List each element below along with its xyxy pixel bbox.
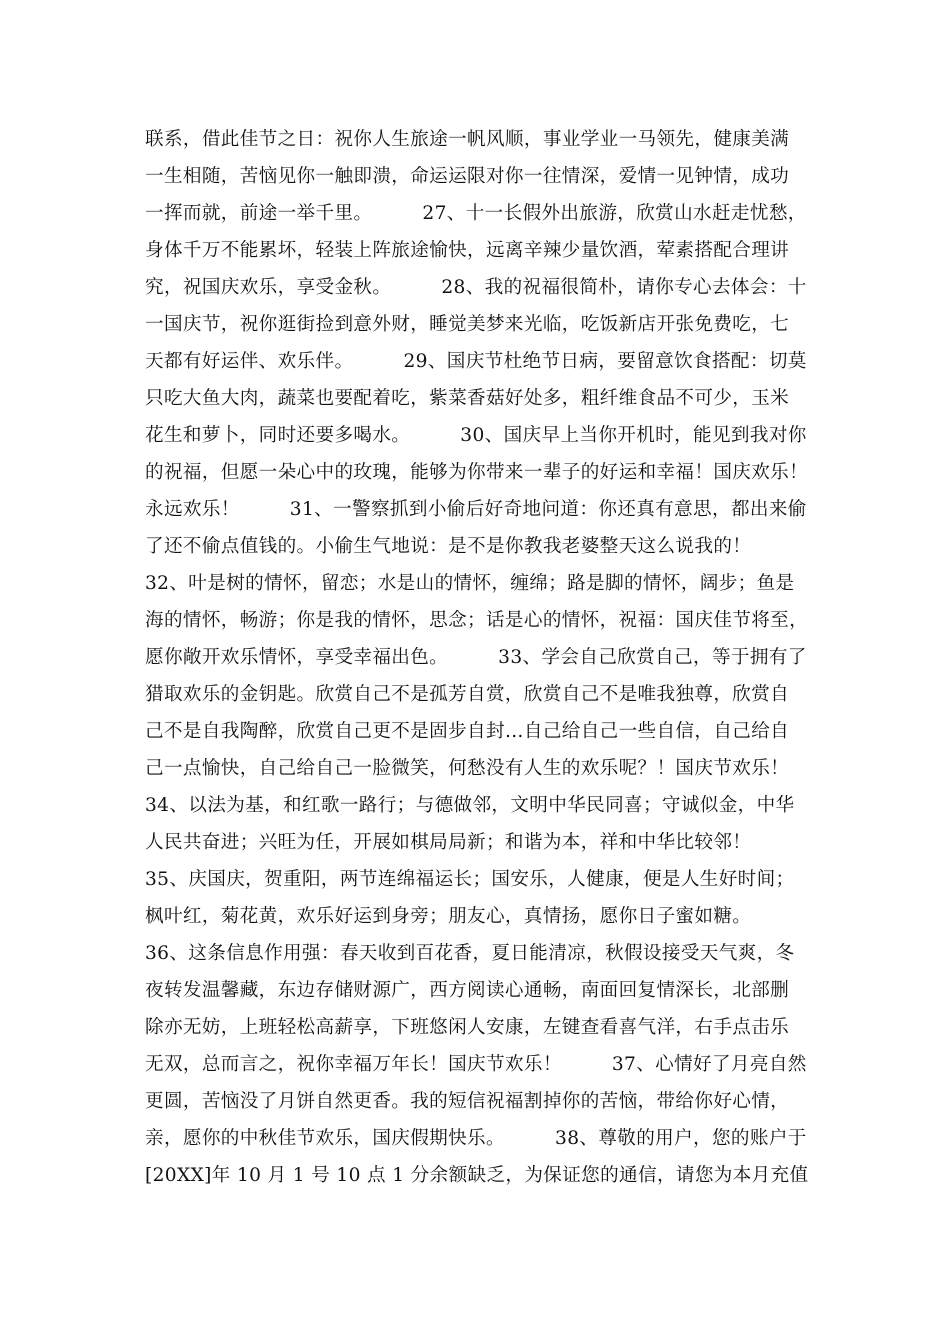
text-line: 枫叶红，菊花黄，欢乐好运到身旁；朋友心，真情扬，愿你日子蜜如糖。	[145, 906, 752, 927]
text-line: 身体千万不能累坏，轻装上阵旅途愉快，远离辛辣少量饮酒，荤素搭配合理讲	[145, 240, 790, 261]
text-line: 愿你敞开欢乐情怀，享受幸福出色。 33、学会自己欣赏自己，等于拥有了	[145, 647, 807, 668]
text-line: 只吃大鱼大肉，蔬菜也要配着吃，紫菜香菇好处多，粗纤维食品不可少，玉米	[145, 388, 790, 409]
text-line: [20XX]年 10 月 1 号 10 点 1 分余额缺乏，为保证您的通信，请您为本月充值	[145, 1165, 809, 1186]
text-line: 一生相随，苦恼见你一触即溃，命运运限对你一往情深，爱情一见钟情，成功	[145, 166, 790, 187]
text-line: 更圆，苦恼没了月饼自然更香。我的短信祝福割掉你的苦恼，带给你好心情，	[145, 1091, 790, 1112]
text-line: 除亦无妨，上班轻松高薪享，下班悠闲人安康，左键查看喜气洋，右手点击乐	[145, 1017, 790, 1038]
text-line: 海的情怀，畅游；你是我的情怀，思念；话是心的情怀，祝福：国庆佳节将至，	[145, 610, 809, 631]
text-line: 一挥而就，前途一举千里。 27、十一长假外出旅游，欣赏山水赶走忧愁，	[145, 203, 807, 224]
text-line: 35、庆国庆，贺重阳，两节连绵福运长；国安乐，人健康，便是人生好时间；	[145, 869, 795, 890]
text-line: 一国庆节，祝你逛街捡到意外财，睡觉美梦来光临，吃饭新店开张免费吃，七	[145, 314, 790, 335]
text-line: 天都有好运伴、欢乐伴。 29、国庆节杜绝节日病，要留意饮食搭配：切莫	[145, 351, 807, 372]
text-line: 亲，愿你的中秋佳节欢乐，国庆假期快乐。 38、尊敬的用户，您的账户于	[145, 1128, 807, 1149]
text-line: 36、这条信息作用强：春天收到百花香，夏日能清凉，秋假设接受天气爽，冬	[145, 943, 795, 964]
text-line: 花生和萝卜，同时还要多喝水。 30、国庆早上当你开机时，能见到我对你	[145, 425, 807, 446]
text-line: 猎取欢乐的金钥匙。欣赏自己不是孤芳自赏，欣赏自己不是唯我独尊，欣赏自	[145, 684, 790, 705]
text-line: 人民共奋进；兴旺为任，开展如棋局局新；和谐为本，祥和中华比较邻！	[145, 832, 752, 853]
text-line: 无双，总而言之，祝你幸福万年长！国庆节欢乐！ 37、心情好了月亮自然	[145, 1054, 807, 1075]
text-line: 永远欢乐！ 31、一警察抓到小偷后好奇地问道：你还真有意思，都出来偷	[145, 499, 807, 520]
text-line: 夜转发温馨藏，东边存储财源广，西方阅读心通畅，南面回复情深长，北部删	[145, 980, 790, 1001]
text-line: 了还不偷点值钱的。小偷生气地说：是不是你教我老婆整天这么说我的！	[145, 536, 752, 557]
text-line: 究，祝国庆欢乐，享受金秋。 28、我的祝福很简朴，请你专心去体会：十	[145, 277, 807, 298]
text-line: 的祝福，但愿一朵心中的玫瑰，能够为你带来一辈子的好运和幸福！国庆欢乐！	[145, 462, 809, 483]
text-line: 己不是自我陶醉，欣赏自己更不是固步自封…自己给自己一些自信，自己给自	[145, 721, 790, 742]
text-line: 34、以法为基，和红歌一路行；与德做邻，文明中华民同喜；守诚似金，中华	[145, 795, 795, 816]
text-line: 32、叶是树的情怀，留恋；水是山的情怀，缠绵；路是脚的情怀，阔步；鱼是	[145, 573, 795, 594]
text-line: 联系，借此佳节之日：祝你人生旅途一帆风顺，事业学业一马领先，健康美满	[145, 129, 790, 150]
text-line: 己一点愉快，自己给自己一脸微笑，何愁没有人生的欢乐呢？！国庆节欢乐！	[145, 758, 790, 779]
